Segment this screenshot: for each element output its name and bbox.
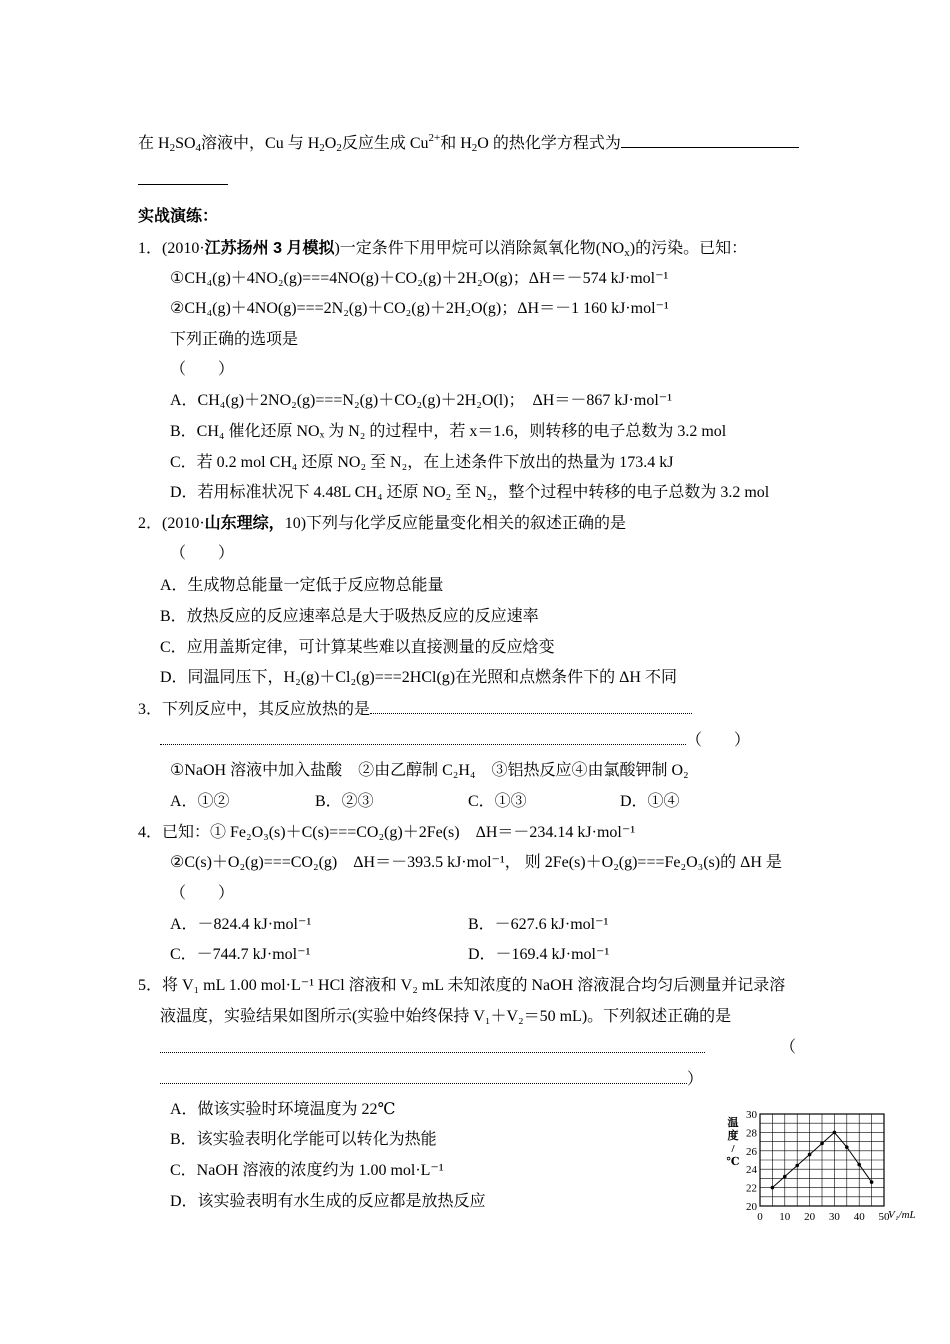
y-tick-label: 30 [746,1109,757,1121]
q4-option-d: D．－169.4 kJ·mol⁻¹ [468,946,610,963]
chart-grid [760,1114,884,1206]
data-point [845,1145,849,1149]
intro-text: 在 H [138,135,170,152]
q4-answer-bracket: （ ） [170,885,235,902]
answer-blank [621,133,799,148]
q5-option-b: B．该实验表明化学能可以转化为热能 [170,1131,437,1148]
data-point [857,1163,861,1167]
q3-option-c: C．①③ [468,793,527,810]
x-tick-label: 40 [853,1211,865,1223]
data-point [820,1142,824,1146]
data-point [870,1180,874,1184]
y-axis-label: 温度/ ℃ [726,1117,740,1168]
data-point [808,1153,812,1157]
q1-equation-2: ②CH₄(g)＋4NO(g)===2N₂(g)＋CO₂(g)＋2H₂O(g)；ΔH＝－1 160 kJ·mol⁻¹ [170,300,669,317]
y-tick-label: 26 [746,1145,757,1158]
q5-option-c: C．NaOH 溶液的浓度约为 1.00 mol·L⁻¹ [170,1162,444,1179]
q5-option-d: D．该实验表明有水生成的反应都是放热反应 [170,1193,486,1210]
q1-option-a: A．CH₄(g)＋2NO₂(g)===N₂(g)＋CO₂(g)＋2H₂O(l)； ΔH＝－867 kJ·mol⁻¹ [170,392,673,409]
intro-line: 在 $H_2SO_4$溶液中，Cu 与 $H_2O_2$反应生成 $Cu^{2+}$和 $H_2O$ 的热化学方程式为 [138,128,799,158]
x-tick-label: 30 [828,1211,840,1223]
answer-blank-continued [138,170,228,191]
q4-option-a: A．－824.4 kJ·mol⁻¹ [170,916,312,933]
q3-option-a: A．①② [170,793,230,810]
q1-option-c: C．若 0.2 mol CH₄ 还原 NO₂ 至 N₂，在上述条件下放出的热量为 173.4 kJ [170,454,674,471]
q5-dot-line-2 [160,1069,703,1090]
q2-option-c: C．应用盖斯定律，可计算某些难以直接测量的反应焓变 [160,639,555,656]
q3-answer-bracket: （ ） [686,732,751,749]
q3-stem: 3．下列反应中，其反应放热的是 [138,699,692,720]
q3-option-d: D．①④ [620,793,680,810]
y-tick-label: 20 [746,1201,757,1213]
q1-equation-1: ①CH₄(g)＋4NO₂(g)===4NO(g)＋CO₂(g)＋2H₂O(g)；ΔH＝－574 kJ·mol⁻¹ [170,270,669,287]
data-point [833,1131,837,1135]
q2-option-b: B．放热反应的反应速率总是大于吸热反应的反应速率 [160,608,539,625]
x-tick-label: 0 [757,1211,763,1223]
q5-bracket-open: （ [780,1039,797,1056]
temperature-chart [722,1108,932,1228]
q4-option-c: C．－744.7 kJ·mol⁻¹ [170,946,311,963]
data-point [783,1175,787,1179]
q5-bracket-close: ） [687,1071,704,1088]
q1-prompt: 下列正确的选项是 [170,331,299,348]
y-tick-label: 22 [746,1182,757,1195]
q1-answer-bracket: （ ） [170,361,235,378]
x-tick-label: 20 [804,1211,816,1223]
q5-stem: 5．将 V₁ mL 1.00 mol·L⁻¹ HCl 溶液和 V₂ mL 未知浓度的 NaOH 溶液混合均匀后测量并记录溶 [138,977,786,994]
x-tick-label: 10 [779,1211,791,1223]
q1-option-d: D．若用标准状况下 4.48L CH₄ 还原 NO₂ 至 N₂，整个过程中转移的电子总数为 3.2 mol [170,484,770,501]
q3-option-b: B．②③ [315,793,374,810]
y-tick-label: 28 [746,1127,757,1140]
q3-dot-line [160,730,750,751]
x-tick-label: 50 [878,1211,890,1223]
q4-line-2: ②C(s)＋O₂(g)===CO₂(g) ΔH＝－393.5 kJ·mol⁻¹， 则 2Fe(s)＋O₂(g)===Fe₂O₃(s)的 ΔH 是 [170,854,782,871]
x-axis-label: V₁/mL [888,1209,916,1221]
q2-option-a: A．生成物总能量一定低于反应物总能量 [160,577,444,594]
q4-stem: 4．已知：① Fe₂O₃(s)＋C(s)===CO₂(g)＋2Fe(s) ΔH＝－234.14 kJ·mol⁻¹ [138,824,636,841]
q1-stem: 1．(2010·江苏扬州 3 月模拟)一定条件下用甲烷可以消除氮氧化物$(NO_x)$的污染。已知： [138,240,748,259]
q5-dot-line-1 [160,1038,705,1059]
q5-option-a: A．做该实验时环境温度为 22℃ [170,1101,396,1118]
q3-items: ①NaOH 溶液中加入盐酸 ②由乙醇制 C₂H₄ ③铝热反应④由氯酸钾制 O₂ [170,762,689,779]
data-point [795,1164,799,1168]
q2-option-d: D．同温同压下，H₂(g)＋Cl₂(g)===2HCl(g)在光照和点燃条件下的 ΔH 不同 [160,669,677,686]
dot-leader [370,699,692,714]
section-title: 实战演练： [138,208,219,225]
data-point [771,1186,775,1190]
y-tick-label: 24 [746,1164,757,1177]
q5-line-2: 液温度，实验结果如图所示(实验中始终保持 V₁＋V₂＝50 mL)。下列叙述正确的是 [160,1008,732,1025]
q2-stem: 2．(2010·山东理综，10)下列与化学反应能量变化相关的叙述正确的是 [138,515,627,532]
q1-option-b: B．CH₄ 催化还原 NOₓ 为 N₂ 的过程中，若 x＝1.6，则转移的电子总数为 3.2 mol [170,423,727,440]
q4-option-b: B．－627.6 kJ·mol⁻¹ [468,916,609,933]
q2-answer-bracket: （ ） [170,545,235,562]
